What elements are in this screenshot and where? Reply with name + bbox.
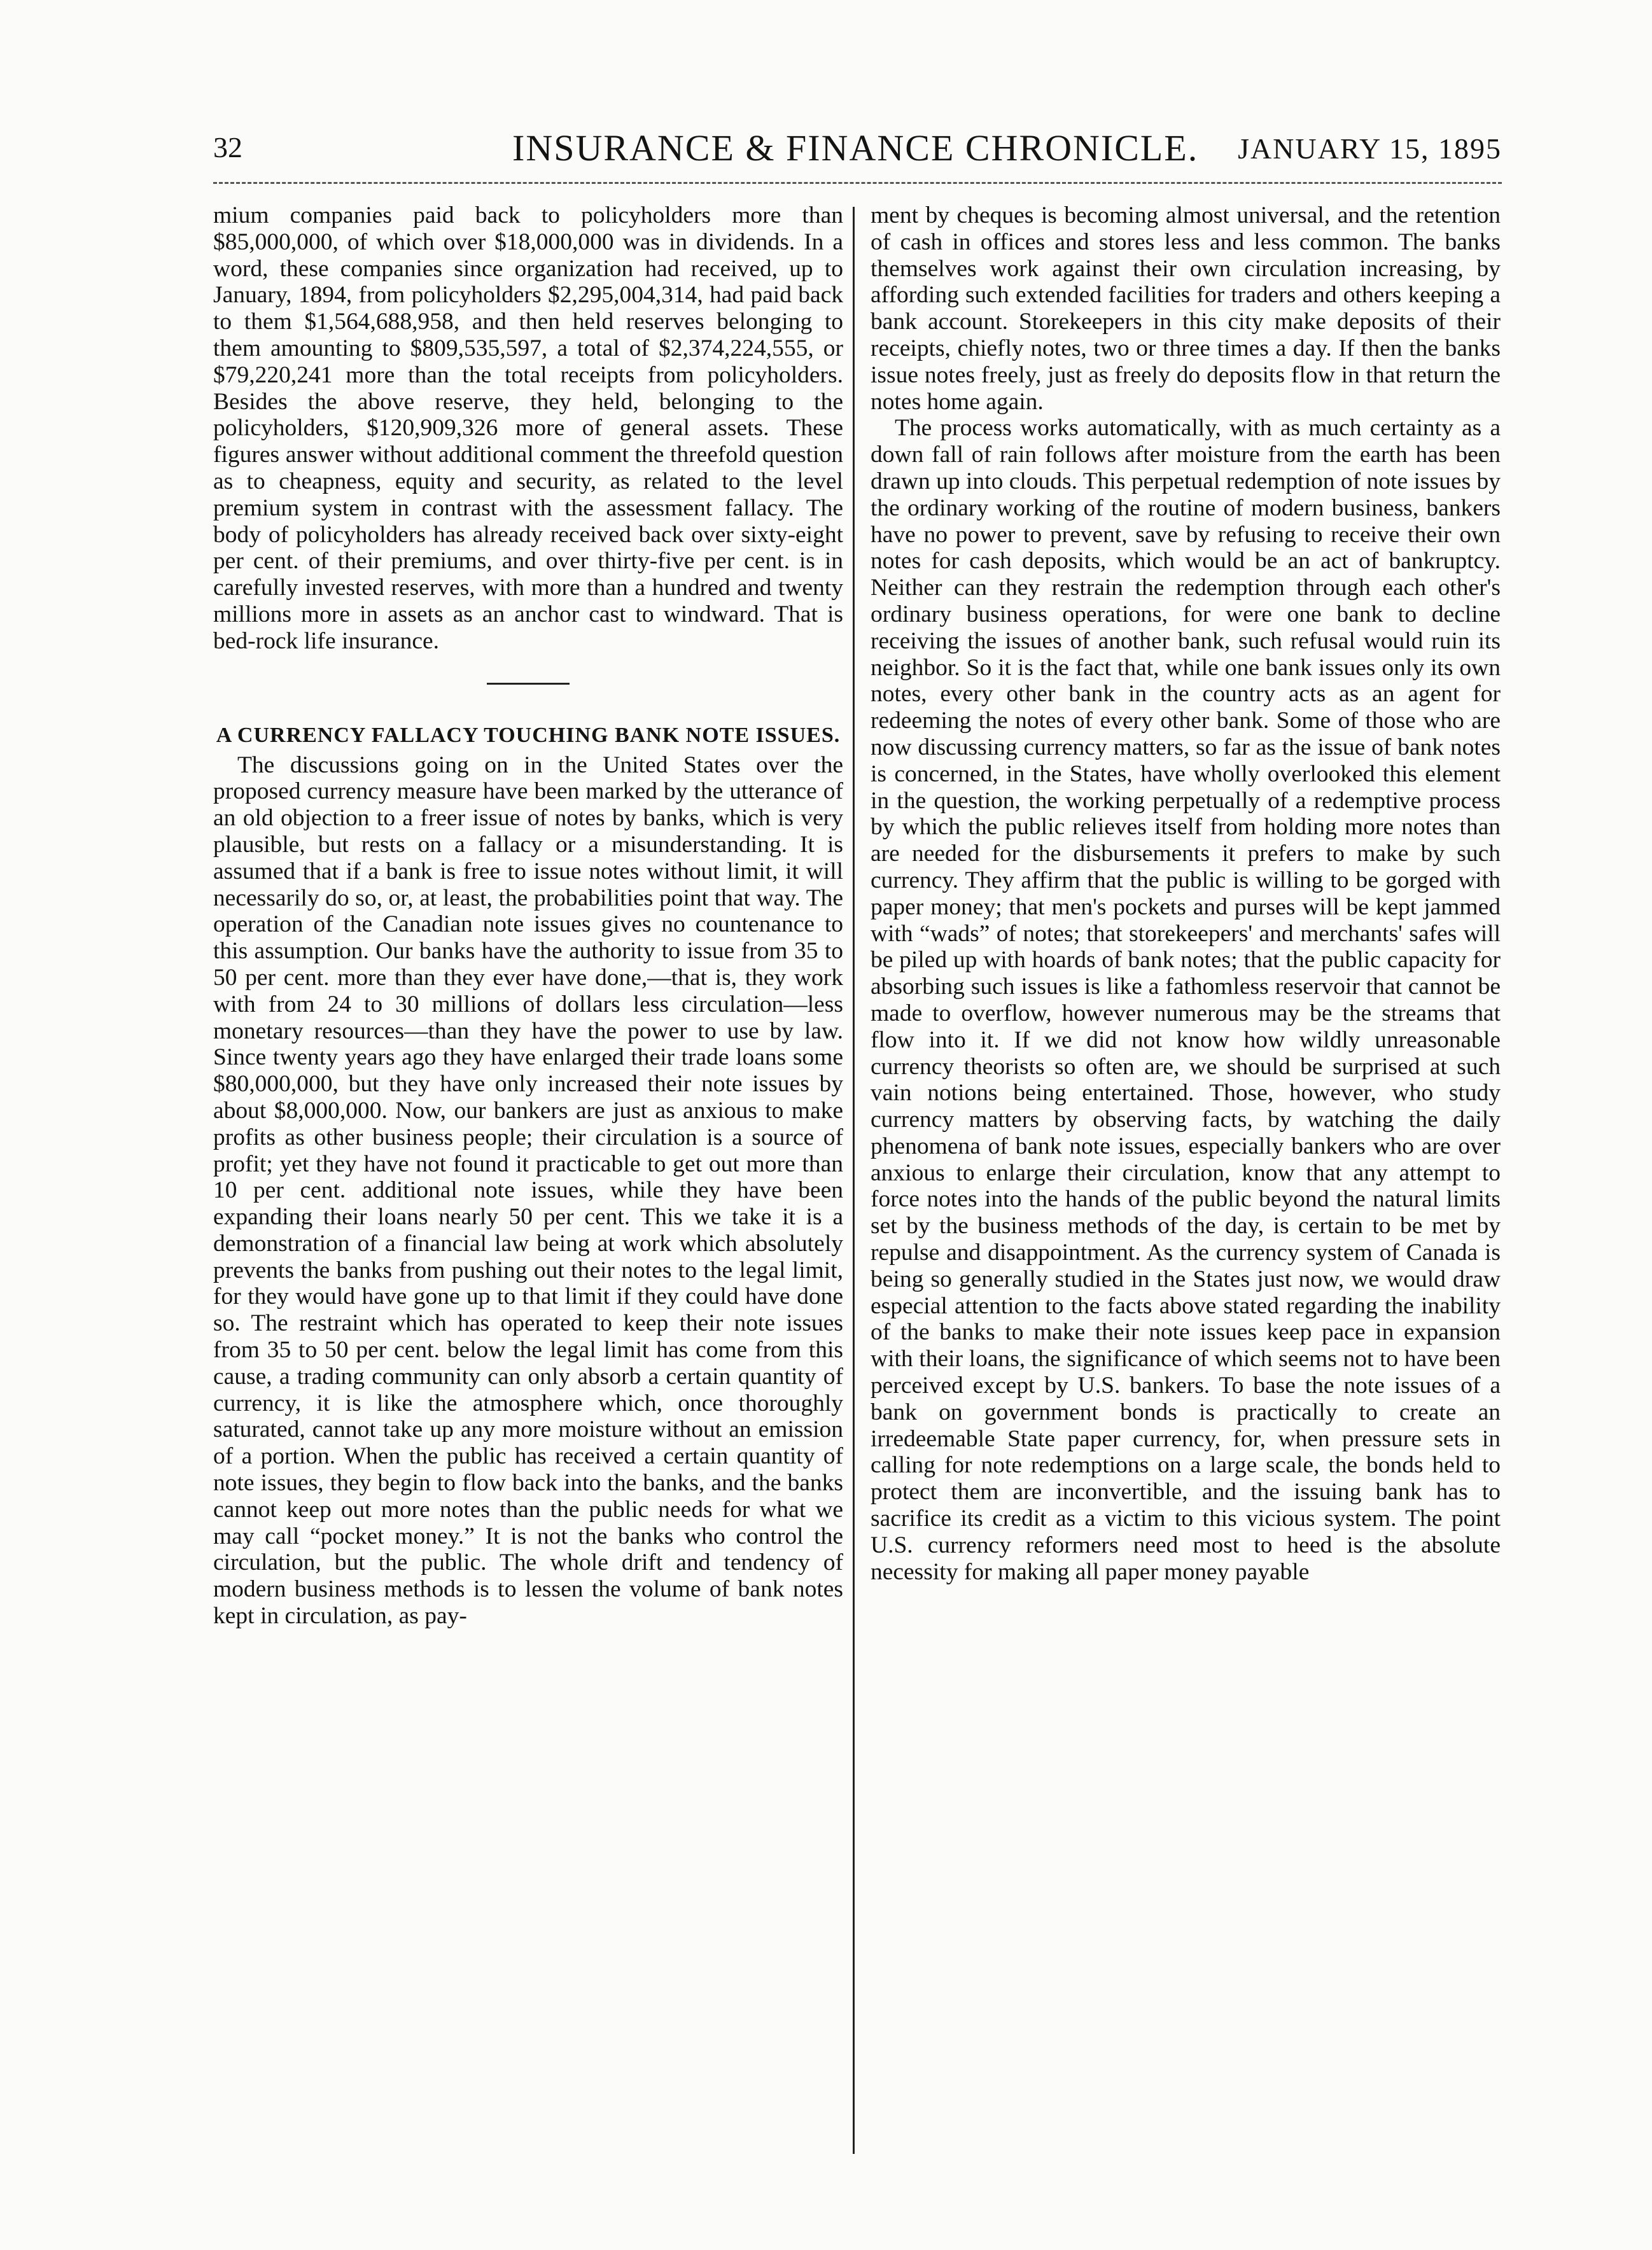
currency-article-paragraph: The discussions going on in the United States over the proposed currency measure have been marked by the utterance of an old objection to a freer issue of notes by banks, which is very plausible, but rests on a fallacy or a misunderstanding. It is assumed that if a bank is free to issue notes without limit, it will necessarily do so, or, at least, the probabilities point that way. The operation of the Canadian note issues gives no countenance to this assumption. Our banks have the authority to issue from 35 to 50 per cent. more than they ever have done,—that is, they work with from 24 to 30 millions of dollars less circulation—less monetary resources—than they have the power to use by law. Since twenty years ago they have enlarged their trade loans some $80,000,000, but they have only increased their note issues by about $8,000,000. Now, our bankers are just as anxious to make profits as other business people; their circulation is a source of profit; yet they have not found it practicable to get out more than 10 per cent. additional note issues, while they have been expanding their loans nearly 50 per cent. This we take it is a demonstration of a financial law being at work which absolutely prevents the banks from pushing out their notes to the legal limit, for they would have gone up to that limit if they could have done so. The restraint which has operated to keep their note issues from 35 to 50 per cent. below the legal limit has come from this cause, a trading community can only absorb a certain quantity of currency, it is like the atmosphere which, once thoroughly saturated, cannot take up any more moisture without an emission of a portion. When the public has received a certain quantity of note issues, they begin to flow back into the banks, and the banks cannot keep out more notes than the public needs for what we may call “pocket money.” It is not the banks who control the circulation, but the public. The whole drift and tendency of modern business methods is to lessen the volume of bank notes kept in circulation, as pay- <box>213 751 843 1630</box>
page-header <box>213 127 1502 175</box>
right-column <box>871 202 1501 1585</box>
left-column <box>213 202 843 1630</box>
life-insurance-paragraph: mium companies paid back to policyholders more than $85,000,000, of which over $18,000,000 was in dividends. In a word, these companies since organization had received, up to January, 1894, from policyholders $2,295,004,314, had paid back to them $1,564,688,958, and then held reserves belonging to them amounting to $809,535,597, a total of $2,374,224,555, or $79,220,241 more than the total receipts from policyholders. Besides the above reserve, they held, belonging to the policyholders, $120,909,326 more of general assets. These figures answer without additional comment the threefold question as to cheapness, equity and security, as related to the level premium system in contrast with the assessment fallacy. The body of policyholders has already received back over sixty-eight per cent. of their premiums, and over thirty-five per cent. is in carefully invested reserves, with more than a hundred and twenty millions more in assets as an anchor cast to windward. That is bed-rock life insurance. <box>213 202 843 654</box>
redemption-process-paragraph: The process works automatically, with as much certainty as a down fall of rain follows after moisture from the earth has been drawn up into clouds. This perpetual redemption of note issues by the ordinary working of the routine of modern business, bankers have no power to prevent, save by refusing to receive their own notes for cash deposits, which would be an act of bankruptcy. Neither can they restrain the redemption through each other's ordinary business operations, for were one bank to decline receiving the issues of another bank, such refusal would ruin its neighbor. So it is the fact that, while one bank issues only its own notes, every other bank in the country acts as an agent for redeeming the notes of every other bank. Some of those who are now discussing currency matters, so far as the issue of bank notes is concerned, in the States, have wholly overlooked this element in the question, the working perpetually of a redemptive process by which the public relieves itself from holding more notes than are needed for the disbursements it prefers to make by such currency. They affirm that the public is willing to be gorged with paper money; that men's pockets and purses will be kept jammed with “wads” of notes; that storekeepers' and merchants' safes will be piled up with hoards of bank notes; that the public capacity for absorbing such issues is like a fathomless reservoir that cannot be made to overflow, however numerous may be the streams that flow into it. If we did not know how wildly unreasonable currency theorists so often are, we should be surprised at such vain notions being entertained. Those, however, who study currency matters by observing facts, by watching the daily phenomena of bank note issues, especially bankers who are over anxious to enlarge their circulation, know that any attempt to force notes into the hands of the public beyond the natural limits set by the business methods of the day, is certain to be met by repulse and disappointment. As the currency system of Canada is being so generally studied in the States just now, we would draw especial attention to the facts above stated regarding the inability of the banks to make their note issues keep pace in expansion with their loans, the significance of which seems not to have been perceived except by U.S. bankers. To base the note issues of a bank on government bonds is practically to create an irredeemable State paper currency, for, when pressure sets in calling for note redemptions on a large scale, the bonds held to protect them are inconvertible, and the issuing bank has to sacrifice its credit as a victim to this vicious system. The point U.S. currency reformers need most to heed is the absolute necessity for making all paper money payable <box>871 415 1501 1585</box>
header-rule <box>213 182 1502 184</box>
publication-title: INSURANCE & FINANCE CHRONICLE. <box>512 127 1199 169</box>
issue-date: JANUARY 15, 1895 <box>1238 132 1502 165</box>
page-number: 32 <box>213 131 242 164</box>
article-headline: A CURRENCY FALLACY TOUCHING BANK NOTE ISSUES. <box>216 723 841 747</box>
column-divider <box>853 207 855 2154</box>
section-divider <box>487 683 570 685</box>
cheques-paragraph: ment by cheques is becoming almost universal, and the retention of cash in offices and stores less and less common. The banks themselves work against their own circulation increasing, by affording such extended facilities for traders and others keeping a bank account. Storekeepers in this city make deposits of their receipts, chiefly notes, two or three times a day. If then the banks issue notes freely, just as freely do deposits flow in that return the notes home again. <box>871 202 1501 415</box>
